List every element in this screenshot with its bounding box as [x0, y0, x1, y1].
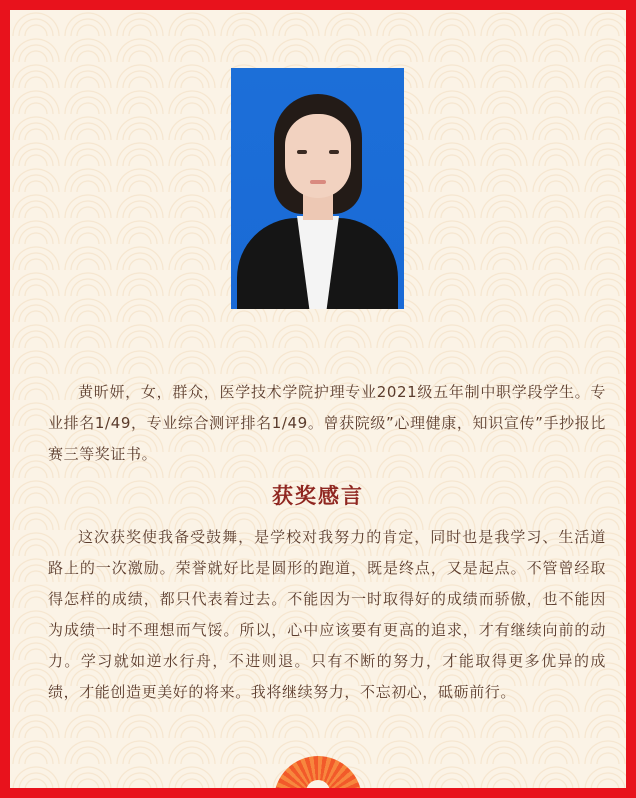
portrait-eye-right: [329, 150, 339, 154]
portrait-mouth: [310, 180, 326, 184]
student-intro-paragraph: 黄昕妍，女，群众，医学技术学院护理专业2021级五年制中职学段学生。专业排名1/49，专业综合测评排名1/49。曾获院级”心理健康，知识宣传”手抄报比赛三等奖证书。: [48, 383, 606, 463]
page-frame: [10, 10, 626, 788]
portrait-eye-left: [297, 150, 307, 154]
award-speech-paragraph: 这次获奖使我备受鼓舞，是学校对我努力的肯定，同时也是我学习、生活道路上的一次激励。荣誉就好比是圆形的跑道，既是终点，又是起点。不管曾经取得怎样的成绩，都只代表着过去。不能因为一时取得好的成绩而骄傲，也不能因为成绩一时不理想而气馁。所以，心中应该要有更高的追求，才有继续向前的动力。学习就如逆水行舟，不进则退。只有不断的努力，才能取得更多优异的成绩，才能创造更美好的将来。我将继续努力，不忘初心，砥砺前行。: [48, 528, 606, 701]
speech-heading: 获奖感言: [272, 484, 364, 508]
student-portrait-photo: [231, 68, 404, 309]
portrait-face: [285, 114, 351, 198]
